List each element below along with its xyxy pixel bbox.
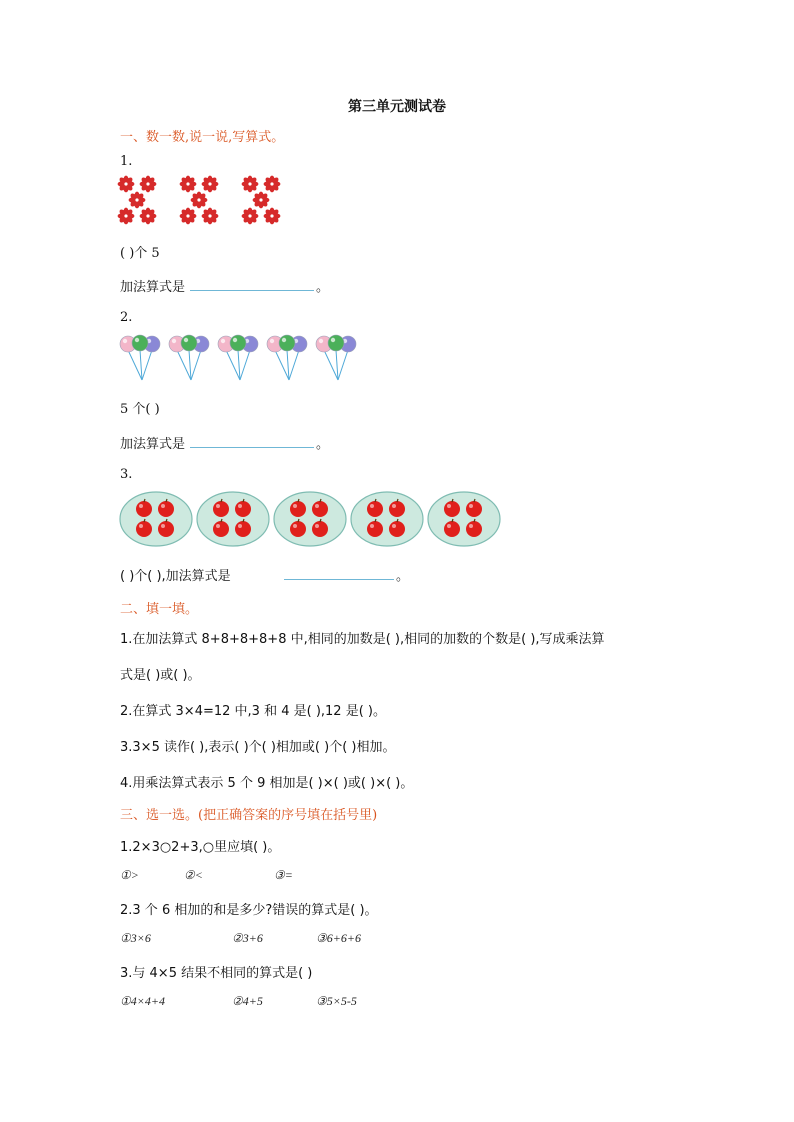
flower-icon	[118, 208, 135, 225]
q2-period: 。	[316, 437, 330, 452]
balloon-bunch-icon	[267, 335, 307, 380]
flower-icon	[129, 192, 146, 209]
flower-group	[118, 176, 157, 225]
balloon-bunches-illustration	[118, 332, 358, 384]
choose-q2-option-2[interactable]: ②3+6	[232, 931, 263, 945]
apple-plate-icon	[197, 492, 269, 546]
q2-count-text: 5 个( )	[120, 402, 160, 417]
flower-icon	[202, 208, 219, 225]
apple-plate-icon	[274, 492, 346, 546]
section-3-heading: 三、选一选。(把正确答案的序号填在括号里)	[120, 808, 378, 823]
q2-add-label: 加法算式是	[120, 437, 186, 452]
flower-icon	[242, 208, 259, 225]
apple-plates-illustration	[118, 490, 498, 548]
flower-icon	[264, 208, 281, 225]
flower-icon	[140, 208, 157, 225]
q1-number: 1.	[120, 154, 133, 169]
flower-icon	[253, 192, 270, 209]
fill-q4: 4.用乘法算式表示 5 个 9 相加是( )×( )或( )×( )。	[120, 776, 414, 791]
q3-count-text: ( )个( ),加法算式是	[120, 569, 231, 584]
flower-group	[242, 176, 281, 225]
q3-answer-blank[interactable]	[284, 579, 394, 580]
choose-q1-option-2[interactable]: ②<	[184, 868, 203, 882]
balloon-bunch-icon	[218, 335, 258, 380]
q2-number: 2.	[120, 310, 133, 325]
page-title: 第三单元测试卷	[348, 99, 446, 115]
flower-icon	[202, 176, 219, 193]
flower-groups-illustration	[118, 176, 308, 228]
q1-count-text: ( )个 5	[120, 246, 160, 261]
flower-icon	[242, 176, 259, 193]
flower-icon	[191, 192, 208, 209]
q3-period: 。	[396, 569, 410, 584]
choose-q1: 1.2×3○2+3,○里应填( )。	[120, 840, 281, 855]
choose-q3-option-3[interactable]: ③5×5-5	[316, 994, 357, 1008]
section-1-heading: 一、数一数,说一说,写算式。	[120, 130, 285, 145]
flower-icon	[264, 176, 281, 193]
flower-icon	[140, 176, 157, 193]
choose-q2-option-3[interactable]: ③6+6+6	[316, 931, 361, 945]
apple-plate-icon	[120, 492, 192, 546]
choose-q2: 2.3 个 6 相加的和是多少?错误的算式是( )。	[120, 903, 378, 918]
fill-q1-line1: 1.在加法算式 8+8+8+8+8 中,相同的加数是( ),相同的加数的个数是( ),写成乘法算	[120, 632, 605, 647]
fill-q2: 2.在算式 3×4=12 中,3 和 4 是( ),12 是( )。	[120, 704, 386, 719]
apple-plate-icon	[351, 492, 423, 546]
fill-q3: 3.3×5 读作( ),表示( )个( )相加或( )个( )相加。	[120, 740, 396, 755]
q1-add-label: 加法算式是	[120, 280, 186, 295]
choose-q3: 3.与 4×5 结果不相同的算式是( )	[120, 966, 313, 981]
q1-answer-blank[interactable]	[190, 290, 314, 291]
choose-q1-option-3[interactable]: ③=	[274, 868, 293, 882]
apple-plate-icon	[428, 492, 500, 546]
balloon-bunch-icon	[316, 335, 356, 380]
choose-q1-option-1[interactable]: ①>	[120, 868, 139, 882]
flower-icon	[180, 176, 197, 193]
choose-q3-option-1[interactable]: ①4×4+4	[120, 994, 165, 1008]
fill-q1-line2: 式是( )或( )。	[120, 668, 201, 683]
flower-icon	[118, 176, 135, 193]
balloon-bunch-icon	[120, 335, 160, 380]
balloon-bunch-icon	[169, 335, 209, 380]
choose-q2-option-1[interactable]: ①3×6	[120, 931, 151, 945]
flower-group	[180, 176, 219, 225]
q3-number: 3.	[120, 467, 133, 482]
choose-q3-option-2[interactable]: ②4+5	[232, 994, 263, 1008]
flower-icon	[180, 208, 197, 225]
q2-answer-blank[interactable]	[190, 447, 314, 448]
section-2-heading: 二、填一填。	[120, 602, 199, 617]
q1-period: 。	[316, 280, 330, 295]
